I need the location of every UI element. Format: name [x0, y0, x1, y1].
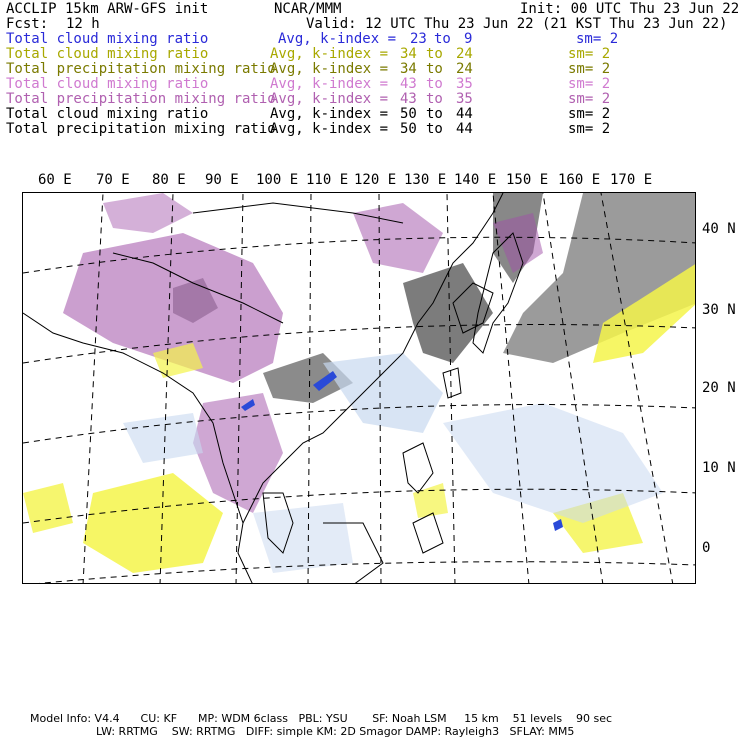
longitude-label: 60 E — [38, 172, 72, 188]
latitude-label: 0 — [702, 540, 711, 556]
model-info-line2: LW: RRTMG SW: RRTMG DIFF: simple KM: 2D Smagor DAMP: Rayleigh3 SFLAY: MM5 — [96, 725, 575, 738]
latitude-label: 10 N — [702, 460, 736, 476]
legend-field-name: Total precipitation mixing ratio — [6, 91, 276, 107]
longitude-label: 100 E — [256, 172, 299, 188]
legend-avg-label: Avg, k-index = — [270, 106, 389, 122]
longitude-label: 120 E — [354, 172, 397, 188]
legend-smoothing: sm= 2 — [568, 46, 611, 62]
longitude-label: 90 E — [205, 172, 239, 188]
legend-avg-label: Avg, k-index = — [270, 121, 389, 137]
legend-to-label: to — [426, 61, 443, 77]
longitude-label: 160 E — [558, 172, 601, 188]
longitude-label: 150 E — [506, 172, 549, 188]
legend-k-to: 35 — [456, 91, 473, 107]
model-title: ACCLIP 15km ARW-GFS init — [6, 1, 209, 17]
legend-k-from: 50 — [400, 121, 417, 137]
latitude-label: 20 N — [702, 380, 736, 396]
legend-avg-label: Avg, k-index = — [270, 91, 389, 107]
legend-field-name: Total cloud mixing ratio — [6, 106, 209, 122]
legend-smoothing: sm= 2 — [568, 106, 611, 122]
legend-avg-label: Avg, k-index = — [270, 46, 389, 62]
legend-field-name: Total cloud mixing ratio — [6, 76, 209, 92]
organization-label: NCAR/MMM — [274, 1, 342, 17]
legend-field-name: Total precipitation mixing ratio — [6, 121, 276, 137]
legend-k-from: 43 — [400, 91, 417, 107]
legend-k-to: 35 — [456, 76, 473, 92]
legend-to-label: to — [426, 91, 443, 107]
legend-k-from: 34 — [400, 46, 417, 62]
legend-to-label: to — [426, 106, 443, 122]
legend-to-label: to — [426, 46, 443, 62]
forecast-hour: 12 h — [66, 16, 100, 32]
longitude-label: 140 E — [454, 172, 497, 188]
legend-field-name: Total precipitation mixing ratio — [6, 61, 276, 77]
legend-to-label: to — [426, 76, 443, 92]
legend-to-label: to — [434, 31, 451, 47]
legend-k-to: 9 — [464, 31, 473, 47]
legend-to-label: to — [426, 121, 443, 137]
longitude-label: 70 E — [96, 172, 130, 188]
longitude-label: 170 E — [610, 172, 653, 188]
legend-k-to: 24 — [456, 61, 473, 77]
forecast-label: Fcst: — [6, 16, 49, 32]
legend-avg-label: Avg, k-index = — [270, 76, 389, 92]
legend-field-name: Total cloud mixing ratio — [6, 46, 209, 62]
legend-k-to: 44 — [456, 106, 473, 122]
longitude-label: 80 E — [152, 172, 186, 188]
purple-cloud-field — [63, 193, 543, 513]
legend-k-from: 23 — [410, 31, 427, 47]
legend-avg-label: Avg, k-index = — [278, 31, 397, 47]
valid-time: Valid: 12 UTC Thu 23 Jun 22 (21 KST Thu 23 Jun 22) — [306, 16, 728, 32]
legend-smoothing: sm= 2 — [568, 61, 611, 77]
legend-k-from: 34 — [400, 61, 417, 77]
legend-smoothing: sm= 2 — [576, 31, 619, 47]
legend-field-name: Total cloud mixing ratio — [6, 31, 209, 47]
legend-smoothing: sm= 2 — [568, 76, 611, 92]
legend-k-to: 24 — [456, 46, 473, 62]
legend-k-to: 44 — [456, 121, 473, 137]
legend-k-from: 43 — [400, 76, 417, 92]
legend-avg-label: Avg, k-index = — [270, 61, 389, 77]
map-canvas — [23, 193, 696, 584]
latitude-label: 40 N — [702, 221, 736, 237]
legend-smoothing: sm= 2 — [568, 121, 611, 137]
legend-k-from: 50 — [400, 106, 417, 122]
legend-smoothing: sm= 2 — [568, 91, 611, 107]
forecast-map — [22, 192, 696, 584]
longitude-label: 110 E — [306, 172, 349, 188]
init-time: Init: 00 UTC Thu 23 Jun 22 — [520, 1, 740, 17]
model-info-line1: Model Info: V4.4 CU: KF MP: WDM 6class PBL: YSU SF: Noah LSM 15 km 51 levels 90 sec — [30, 712, 613, 725]
latitude-label: 30 N — [702, 302, 736, 318]
longitude-label: 130 E — [404, 172, 447, 188]
